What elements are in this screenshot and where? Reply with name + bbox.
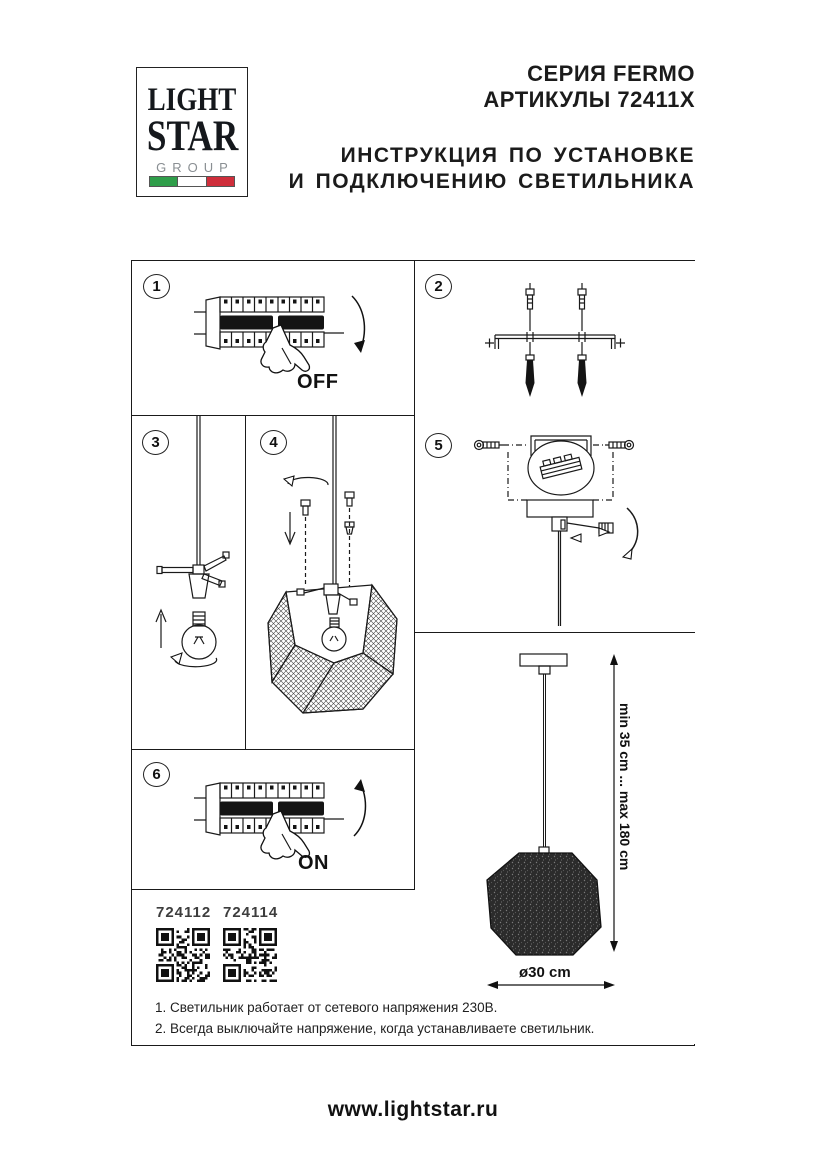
step-3-number: 3 (142, 430, 169, 455)
arrow-down-icon (352, 296, 365, 353)
width-dimension-arrow (487, 981, 615, 989)
italian-flag-bar (149, 176, 235, 187)
step-1-panel (132, 261, 415, 416)
canopy-mounting-drawing (415, 416, 695, 633)
header-text (289, 61, 695, 195)
step-4-number: 4 (260, 430, 287, 455)
mounting-bracket-screws-drawing (485, 279, 625, 407)
step-2-number: 2 (425, 274, 452, 299)
circuit-breaker-on-drawing (194, 772, 382, 876)
rod-socket-bulb-drawing (132, 416, 246, 750)
note-1: 1. Светильник работает от сетевого напряжения 230В. (155, 1000, 498, 1015)
pendant-dimensions-figure (415, 633, 695, 1044)
qr-code-724112 (156, 928, 210, 982)
series-title: СЕРИЯ FERMO (527, 61, 695, 86)
flag-red (207, 177, 234, 186)
steps-frame (131, 260, 695, 1046)
instruction-title-line2: И ПОДКЛЮЧЕНИЮ СВЕТИЛЬНИКА (288, 170, 695, 193)
height-range-label: min 35 cm ... max 180 cm (617, 703, 633, 871)
logo-word-light: LIGHT (147, 82, 237, 118)
article-code-1: 724112 (156, 904, 212, 921)
on-label: ON (298, 852, 329, 874)
step-1-number: 1 (143, 274, 170, 299)
step-5-number: 5 (425, 433, 452, 458)
step-3-panel (132, 416, 246, 750)
logo-word-star: STAR (146, 113, 239, 160)
instruction-title (289, 143, 695, 195)
step-4-panel (246, 416, 415, 750)
article-code-2: 724114 (223, 904, 279, 921)
website-url: www.lightstar.ru (327, 1098, 499, 1121)
step-2-panel (415, 261, 695, 416)
circuit-breaker-off-drawing (194, 286, 382, 400)
step-5-panel (415, 416, 695, 633)
flag-white (177, 177, 206, 186)
arrow-up-icon (354, 779, 365, 836)
qr-code-724114 (223, 928, 277, 982)
shade-assembly-drawing (246, 416, 415, 750)
diameter-label: ø30 cm (519, 964, 571, 981)
note-2: 2. Всегда выключайте напряжение, когда устанавливаете светильник. (155, 1021, 595, 1036)
logo-word-group: GROUP (156, 160, 234, 175)
lightstar-logo (136, 67, 248, 197)
safety-notes (155, 997, 675, 1039)
instruction-title-line1: ИНСТРУКЦИЯ ПО УСТАНОВКЕ (340, 144, 695, 167)
off-label: OFF (297, 371, 339, 393)
article-title: АРТИКУЛЫ 72411X (483, 87, 695, 112)
step-6-panel (132, 750, 415, 890)
flag-green (150, 177, 177, 186)
pendant-lamp-drawing (415, 633, 695, 1044)
step-6-number: 6 (143, 762, 170, 787)
